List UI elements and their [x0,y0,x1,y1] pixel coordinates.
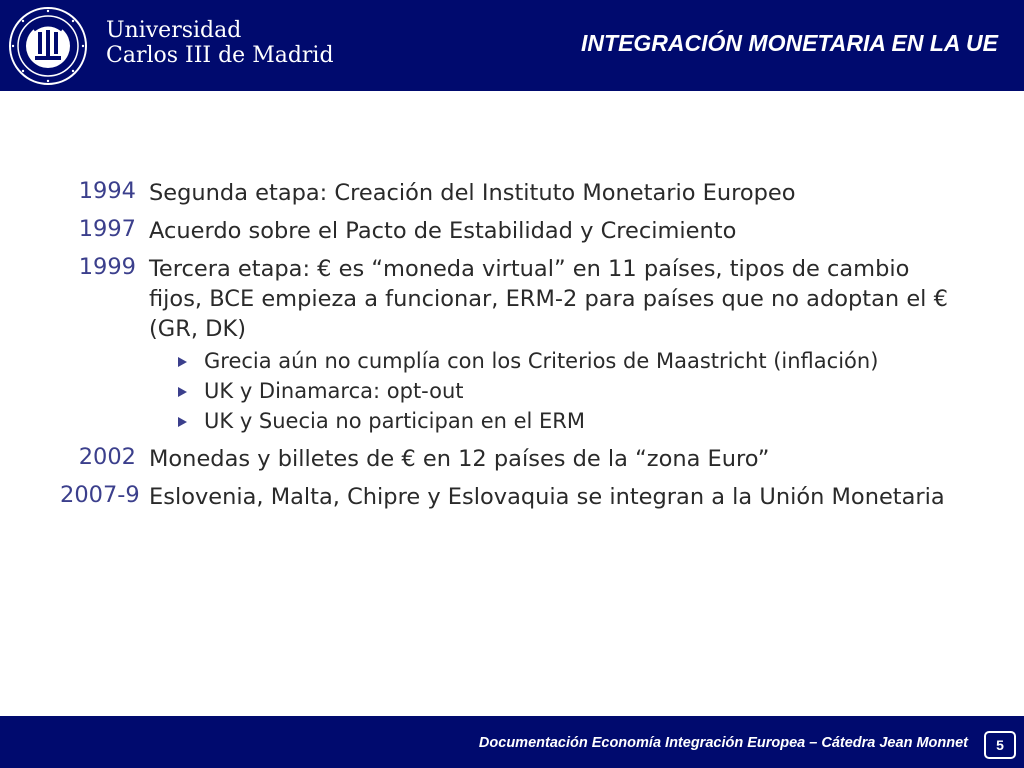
timeline-entry-1994 [60,178,980,208]
timeline-year: 2002 [78,444,136,470]
university-name-line2: Carlos III de Madrid [106,43,334,68]
triangle-bullet-icon [178,357,187,367]
timeline-year: 2007-9 [60,482,140,508]
timeline-entry-1999 [60,254,980,436]
timeline-year: 1999 [78,254,136,280]
timeline-year: 1997 [78,216,136,242]
bullet-text: UK y Dinamarca: opt-out [204,379,464,403]
bullet-list [60,346,980,436]
timeline-text: Eslovenia, Malta, Chipre y Eslovaquia se integran a la Unión Monetaria [149,484,945,510]
university-name-line1: Universidad [106,18,242,43]
university-seal-icon [8,6,88,86]
university-name [106,18,334,68]
page-number: 5 [984,731,1016,759]
timeline-text: Tercera etapa: € es “moneda virtual” en 11 países, tipos de cambio fijos, BCE empieza a funcionar, ERM-2 para países que no adoptan el €(GR, DK) [149,256,948,342]
timeline-year: 1994 [78,178,136,204]
timeline-entry-2007-9 [60,482,980,512]
bullet-item [176,376,980,406]
timeline-content [60,178,980,592]
timeline-text: Acuerdo sobre el Pacto de Estabilidad y Crecimiento [149,218,737,244]
bullet-item [176,346,980,376]
bullet-item [176,406,980,436]
header-bar [0,0,1024,91]
bullet-text: Grecia aún no cumplía con los Criterios de Maastricht (inflación) [204,349,879,373]
slide-title: INTEGRACIÓN MONETARIA EN LA UE [581,30,998,56]
timeline-entry-2002 [60,444,980,474]
bullet-text: UK y Suecia no participan en el ERM [204,409,586,433]
footer-text: Documentación Economía Integración Europea – Cátedra Jean Monnet [478,735,968,751]
triangle-bullet-icon [178,417,187,427]
timeline-entry-1997 [60,216,980,246]
footer-bar [0,716,1024,768]
triangle-bullet-icon [178,387,187,397]
timeline-text: Segunda etapa: Creación del Instituto Monetario Europeo [149,180,796,206]
timeline-text: Monedas y billetes de € en 12 países de la “zona Euro” [149,446,770,472]
